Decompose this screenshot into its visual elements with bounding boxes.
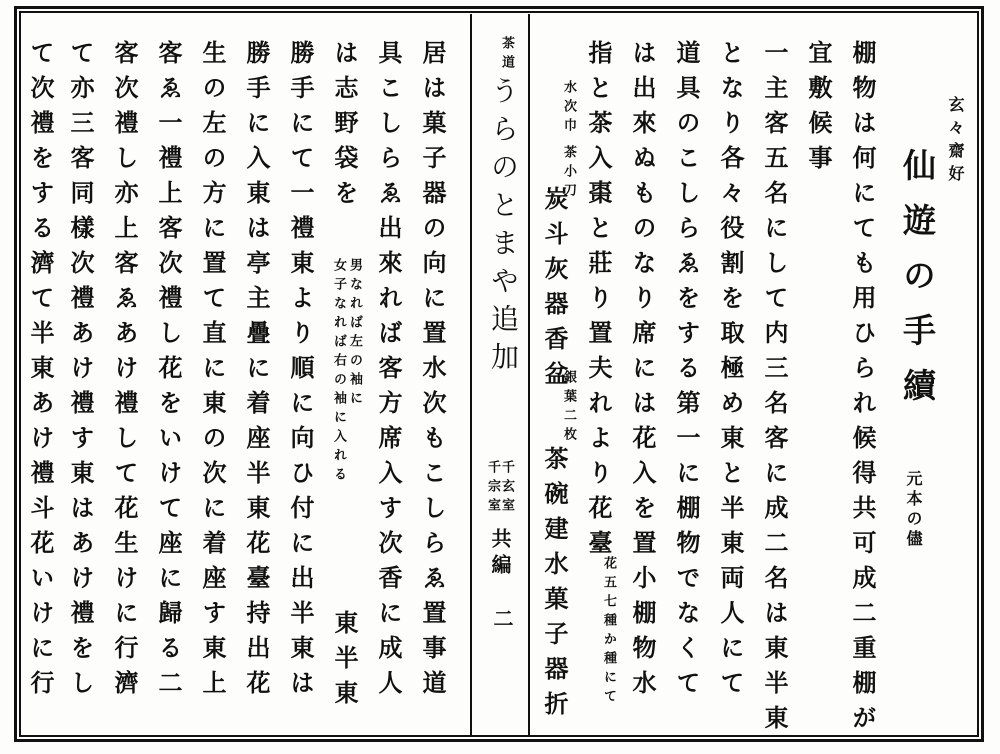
text-line: 道具のこしらゑをする第一に棚物でなくて bbox=[672, 40, 701, 705]
text-line: 勝手にて一禮東より順に向ひ付に出半東は bbox=[286, 40, 315, 705]
text-line: 一主客五名にして内三名客に成二名は東半東 bbox=[760, 40, 789, 740]
text-line: て次禮をする濟て半東あけ禮斗花いけに行 bbox=[26, 40, 55, 705]
text-line: は出來ぬものなり席には花入を置小棚物水 bbox=[628, 40, 657, 705]
editor-names-b: 千宗室 bbox=[485, 460, 500, 517]
text-line: 客次禮し亦上客ゑあけ禮して花生けに行濟 bbox=[110, 40, 139, 705]
page-number: 二 bbox=[490, 608, 514, 628]
text-line: 棚物は何にても用ひられ候得共可成二重棚が bbox=[848, 40, 877, 740]
text-line: 具こしらゑ出來れば客方席入す次香に成人 bbox=[374, 40, 403, 705]
annotation-tools-a: 水次巾 bbox=[561, 80, 576, 137]
text-line: 宜敷候事 bbox=[804, 40, 833, 180]
page-title: 仙遊の手續 bbox=[898, 148, 937, 423]
edition-note: 元本の儘 bbox=[904, 470, 923, 550]
editor-suffix: 共編 bbox=[488, 528, 512, 580]
text-line: 炭斗灰器香盆 bbox=[540, 186, 569, 396]
annotation-sleeve-b: 女子なれば右の袖に入れる bbox=[331, 258, 346, 486]
series-name: 茶道 bbox=[499, 36, 514, 74]
text-line: 茶碗建水菓子器折 bbox=[540, 446, 569, 726]
text-line-tail: 東半東 bbox=[330, 610, 359, 715]
book-title: うらのとまや追加 bbox=[487, 76, 520, 380]
text-line: て亦三客同樣次禮あけ禮す東はあけ禮をし bbox=[66, 40, 95, 705]
author-credit: 玄々齋好 bbox=[946, 96, 965, 188]
gutter-rule-right bbox=[528, 14, 530, 736]
gutter-rule-left bbox=[470, 14, 472, 736]
text-line: 勝手に入東は亭主疊に着座半東花臺持出花 bbox=[242, 40, 271, 705]
text-line: となり各々役割を取極め東と半東両人にて bbox=[716, 40, 745, 705]
text-line: 居は菓子器の向に置水次もこしらゑ置事道 bbox=[418, 40, 447, 705]
annotation-sleeve-a: 男なれば左の袖に bbox=[347, 258, 362, 410]
annotation-tools-b: 茶小刀 bbox=[561, 145, 576, 202]
annotation-flowers: 花五七種か種にて bbox=[601, 556, 616, 708]
text-line: 生の左の方に置て直に東の次に着座す東上 bbox=[198, 40, 227, 705]
text-line: 客ゑ一禮上客次禮し花をいけて座に歸る二 bbox=[154, 40, 183, 705]
text-line: は志野袋を bbox=[330, 40, 359, 215]
editor-names-a: 千玄室 bbox=[499, 460, 514, 517]
annotation-incense: 銀葉二枚 bbox=[561, 370, 576, 446]
text-line: 指と茶入棗と莊り置夫れより花臺 bbox=[584, 40, 613, 565]
